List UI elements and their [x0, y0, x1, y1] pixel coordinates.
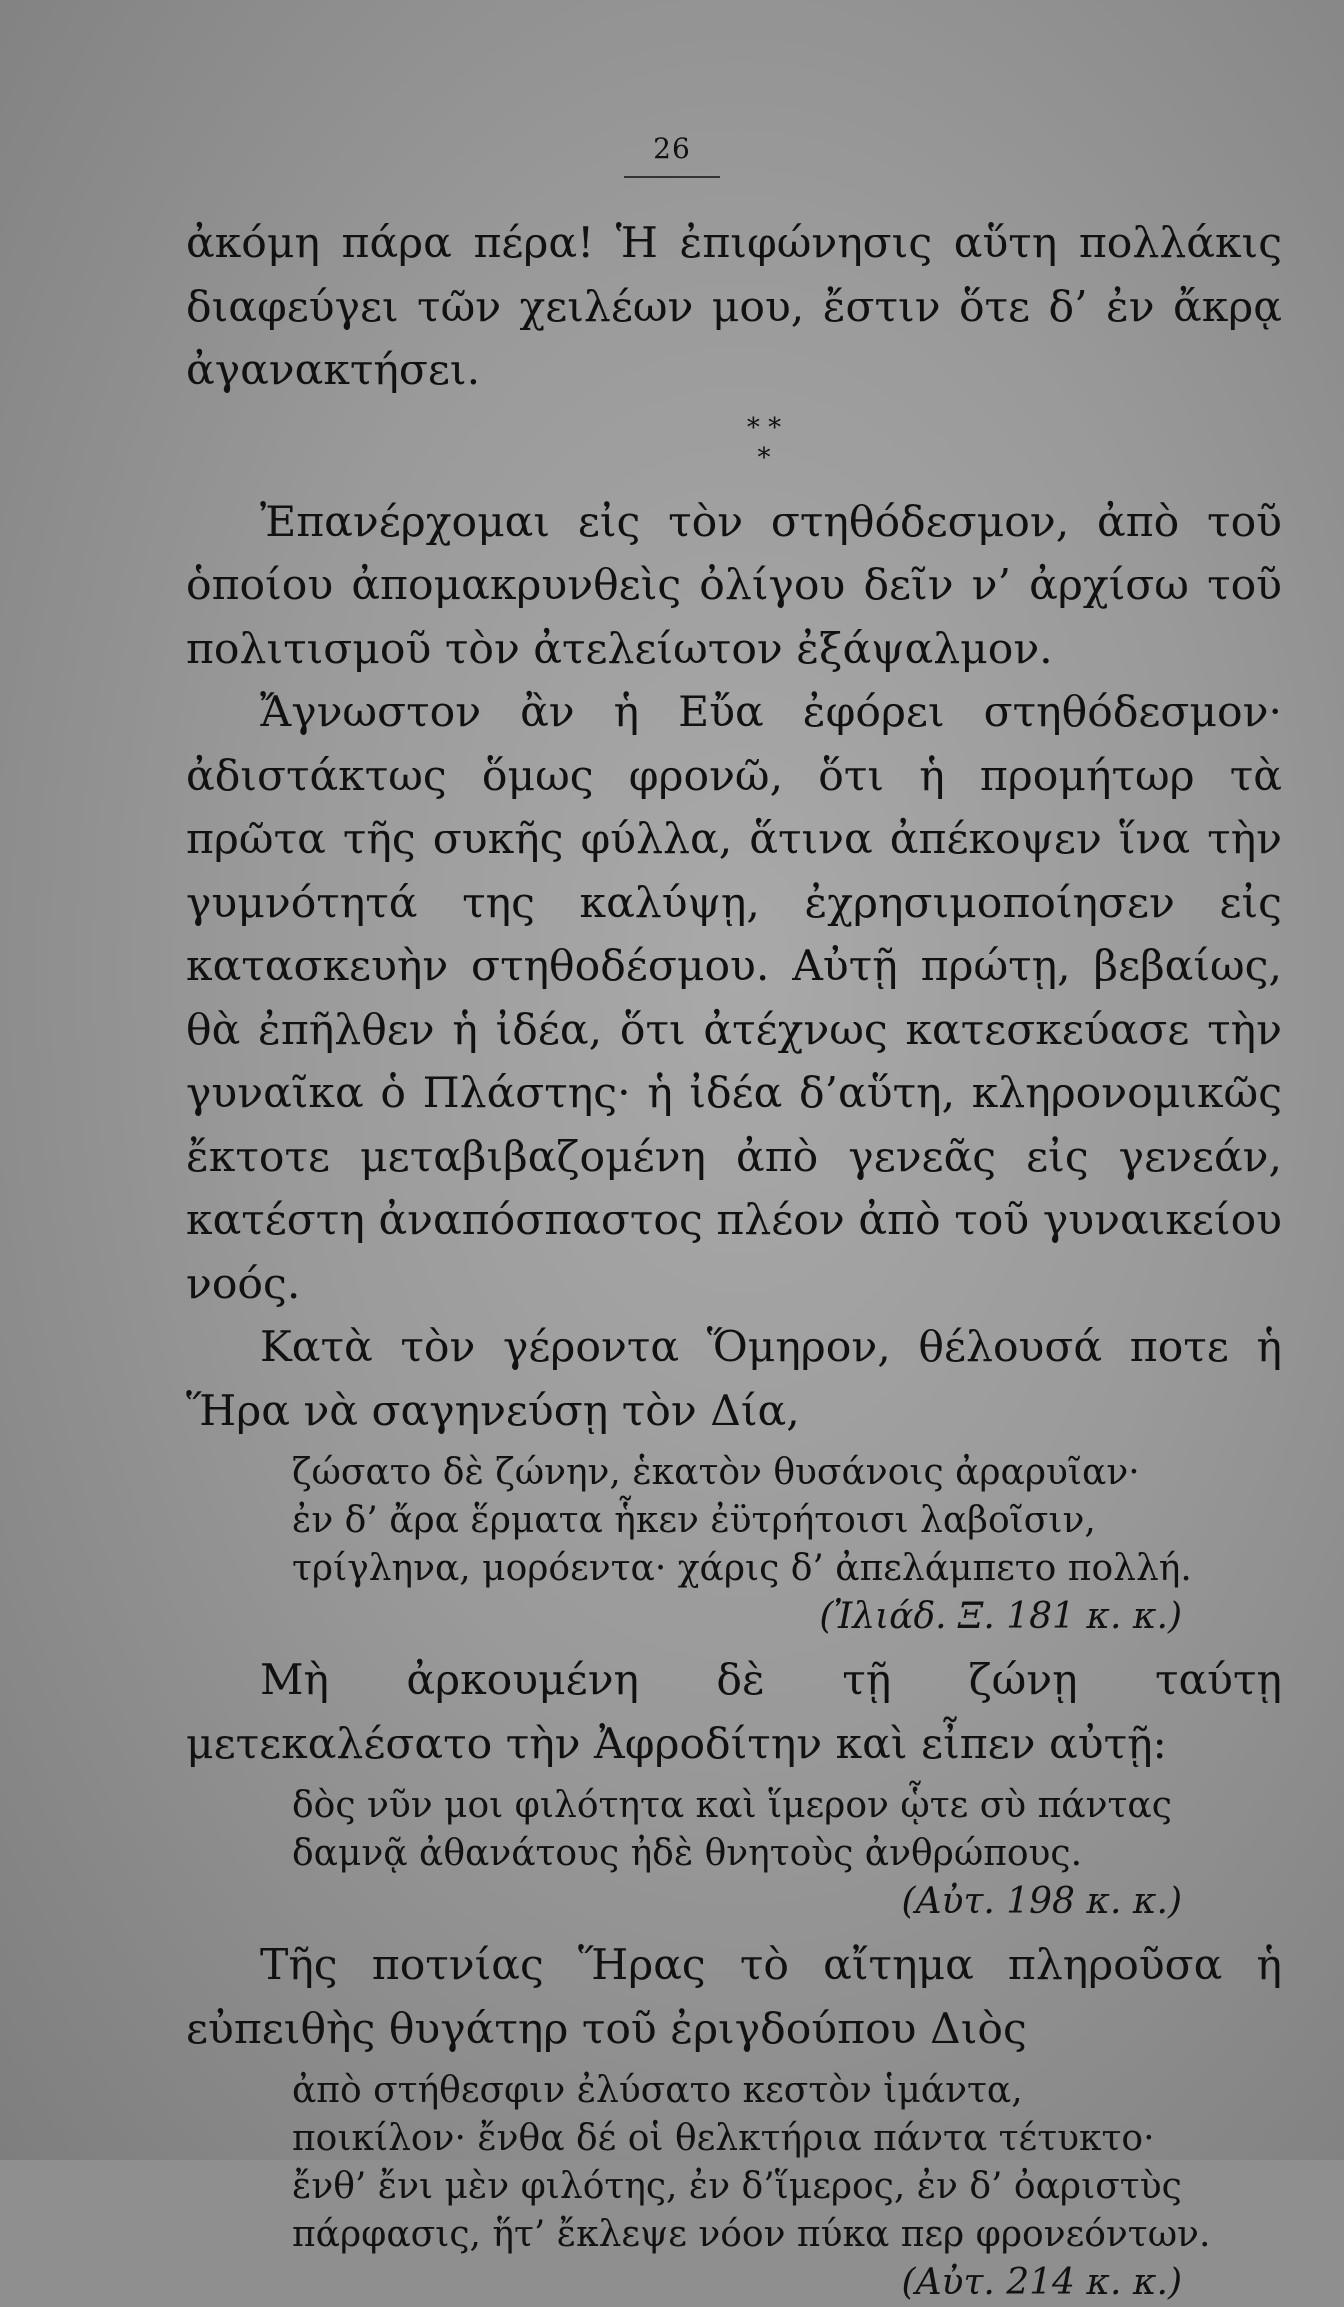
page-number: 26: [653, 132, 691, 165]
quote-citation: (Αὐτ. 198 κ. κ.): [901, 1881, 1182, 1922]
paragraph: Ἐπανέρχομαι εἰς τὸν στηθόδεσμον, ἀπὸ τοῦ ὁποίου ἀπομακρυνθεὶς ὀλίγου δεῖν ν’ ἀρχίσω τοῦ πολιτισμοῦ τὸν ἀτελείωτον ἐξάψαλμον.: [186, 497, 1282, 674]
verse-line: δαμνᾷ ἀθανάτους ἠδὲ θνητοὺς ἀνθρώπους.: [292, 1833, 1083, 1874]
paragraph: ἀκόμη πάρα πέρα! Ἡ ἐπιφώνησις αὕτη πολλάκις διαφεύγει τῶν χειλέων μου, ἔστιν ὅτε δ’ ἐν ἄκρᾳ ἀγανακτήσει.: [186, 219, 1282, 395]
verse-line: πάρφασις, ἥτ’ ἔκλεψε νόον πύκα περ φρονεόντων.: [292, 2214, 1211, 2255]
verse-line: τρίγληνα, μορόεντα· χάρις δ’ ἀπελάμπετο πολλή.: [292, 1548, 1192, 1589]
verse-quote: [292, 1782, 1282, 1926]
verse-line: ἐν δ’ ἄρα ἕρματα ἧκεν ἐϋτρήτοισι λαβοῖσιν,: [292, 1500, 1096, 1541]
asterism-divider: [186, 413, 1282, 473]
paragraph: Ἄγνωστον ἂν ἡ Εὔα ἐφόρει στηθόδεσμον· ἀδιστάκτως ὅμως φρονῶ, ὅτι ἡ προμήτωρ τὰ πρῶτα τῆς συκῆς φύλλα, ἅτινα ἀπέκοψεν ἵνα τὴν γυμνότητά της καλύψῃ, ἐχρησιμοποίησεν εἰς κατασκευὴν στηθοδέσμου. Αὐτῇ πρώτῃ, βεβαίως, θὰ ἐπῆλθεν ἡ ἰδέα, ὅτι ἀτέχνως κατεσκεύασε τὴν γυναῖκα ὁ Πλάστης· ἡ ἰδέα δ’αὕτη, κληρονομικῶς ἔκτοτε μεταβιβαζομένη ἀπὸ γενεᾶς εἰς γενεάν, κατέστη ἀναπόσπαστος πλέον ἀπὸ τοῦ γυναικείου νοός.: [186, 688, 1282, 1309]
quote-citation: (Ἰλιάδ. Ξ. 181 κ. κ.): [819, 1596, 1182, 1637]
quote-citation: (Αὐτ. 214 κ. κ.): [901, 2262, 1182, 2303]
paragraph: Μὴ ἀρκουμένη δὲ τῇ ζώνῃ ταύτῃ μετεκαλέσατο τὴν Ἀφροδίτην καὶ εἶπεν αὐτῇ:: [186, 1656, 1282, 1769]
verse-line: ποικίλον· ἔνθα δέ οἱ θελκτήρια πάντα τέτυκτο·: [292, 2118, 1155, 2159]
page-number-rule: [624, 176, 720, 178]
verse-line: ζώσατο δὲ ζώνην, ἑκατὸν θυσάνοις ἀραρυῖαν·: [292, 1452, 1140, 1493]
verse-line: ἀπὸ στήθεσφιν ἐλύσατο κεστὸν ἱμάντα,: [292, 2070, 1023, 2111]
page-text: [186, 212, 1282, 2307]
asterism-top: * *: [746, 412, 782, 443]
verse-quote: [292, 2067, 1282, 2307]
asterism-bottom: *: [757, 442, 771, 473]
paragraph: Τῆς ποτνίας Ἥρας τὸ αἴτημα πληροῦσα ἡ εὐπειθὴς θυγάτηρ τοῦ ἐριγδούπου Διὸς: [186, 1941, 1282, 2054]
verse-quote: [292, 1449, 1282, 1641]
verse-line: ἔνθ’ ἔνι μὲν φιλότης, ἐν δ’ἵμερος, ἐν δ’ ὀαριστὺς: [292, 2166, 1182, 2207]
paragraph: Κατὰ τὸν γέροντα Ὅμηρον, θέλουσά ποτε ἡ Ἥρα νὰ σαγηνεύσῃ τὸν Δία,: [186, 1323, 1282, 1436]
verse-line: δὸς νῦν μοι φιλότητα καὶ ἵμερον ᾧτε σὺ πάντας: [292, 1785, 1172, 1826]
